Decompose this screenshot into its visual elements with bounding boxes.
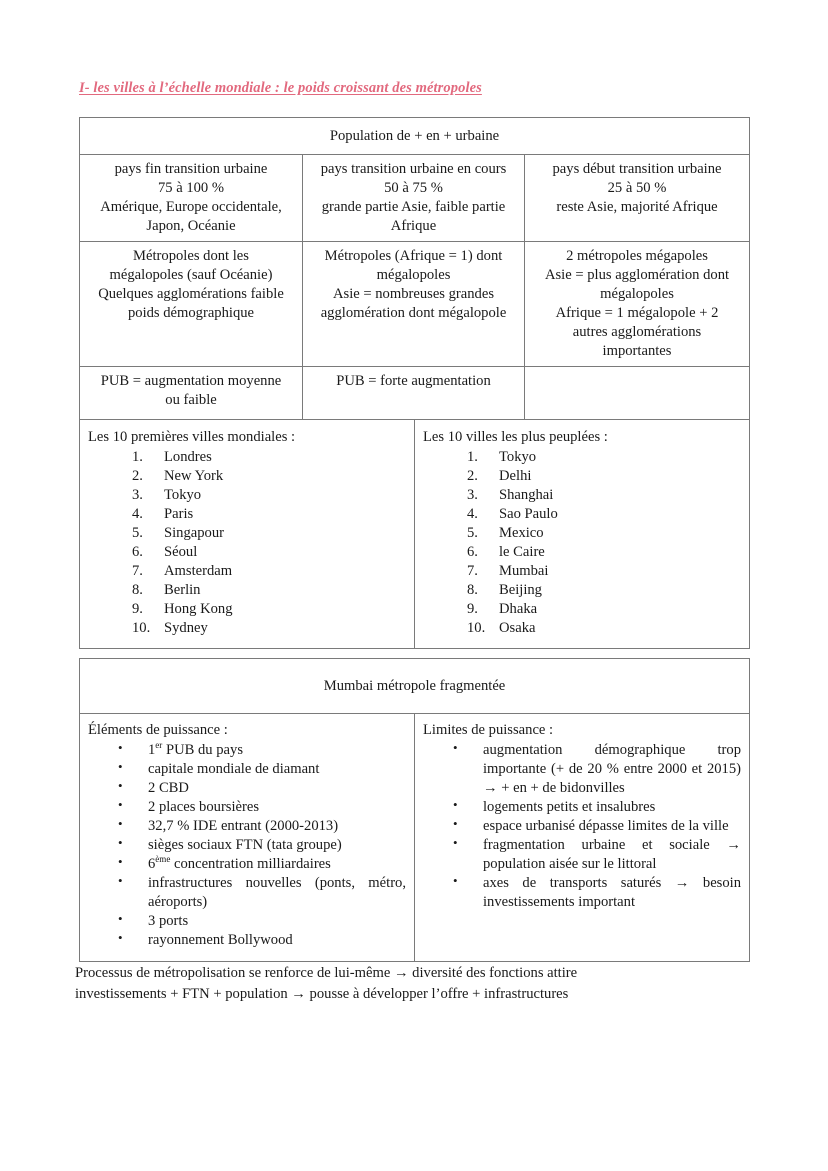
table-mumbai [79,658,750,962]
cell-elements-puissance [80,714,415,962]
table-row [80,420,750,649]
city-list-peuplees [423,448,741,638]
cell-transition-debut [525,155,750,242]
cell-line: Métropoles dont les [133,247,249,264]
list-item: New York [164,468,224,484]
cell-line: Asie = plus agglomération dont [544,266,730,283]
list-heading: Limites de puissance : [423,722,554,738]
page-title: I- les villes à l’échelle mondiale : le poids croissant des métropoles [79,80,482,96]
closing-line-1: Processus de métropolisation se renforce de lui-même → diversité des fonctions attire [75,965,578,981]
list-item: Tokyo [164,487,202,504]
list-item [118,741,406,760]
list-item: • fragmentation urbaine et sociale → population aisée sur le littoral [453,836,741,874]
list-item: Tokyo [499,448,537,465]
item-text: rayonnement Bollywood [148,931,293,948]
cell-line: mégalopoles [600,285,674,302]
item-text: infrastructures nouvelles (ponts, métro, aéroports) [148,874,406,910]
closing-line-2: investissements + FTN + population → pousse à développer l’offre + infrastructures [75,985,569,1002]
bullet-list-elements [88,741,406,950]
list-item: Hong Kong [164,601,233,618]
item-text: 3 ports [148,912,189,929]
cell-line: PUB = augmentation moyenne [100,372,282,389]
list-heading: Les 10 premières villes mondiales : [88,429,296,445]
item-text: capitale mondiale de diamant [148,760,320,777]
cell-pub-empty [525,366,750,419]
list-item: Amsterdam [164,563,233,580]
table-population-header: Population de + en + urbaine [80,118,750,155]
list-item: Dhaka [499,601,538,618]
cell-pub-forte [303,366,525,419]
cell-line: importantes [602,342,672,359]
list-item: Sao Paulo [499,506,558,523]
header-line-city: Mumbai [323,677,374,694]
cell-line: 2 métropoles mégapoles [566,247,708,264]
cell-line: grande partie Asie, faible partie [321,198,506,215]
cell-line: pays début transition urbaine [552,161,722,177]
cell-transition-cours [303,155,525,242]
cell-line: 75 à 100 % [157,179,225,196]
list-item: Osaka [499,620,536,637]
cell-line: Afrique [390,217,437,234]
cell-line: reste Asie, majorité Afrique [556,198,718,215]
cell-line: pays transition urbaine en cours [320,161,507,177]
cell-line: Amérique, Europe occidentale, [100,198,282,215]
list-item [118,798,406,817]
cell-line: Afrique = 1 mégalopole + 2 [555,304,719,321]
item-prefix: 6 [148,855,156,872]
list-heading: Les 10 villes les plus peuplées : [423,429,608,445]
list-item: Delhi [499,468,532,484]
cell-line: mégalopoles (sauf Océanie) [109,266,273,283]
list-heading: Éléments de puissance : [88,722,228,738]
cell-line: Asie = nombreuses grandes [332,285,495,302]
list-item [118,817,406,836]
list-item: Sydney [164,620,208,637]
table-row [80,366,750,419]
cell-line: ou faible [165,391,217,408]
item-text: 2 places boursières [148,798,260,815]
list-item: Séoul [164,544,198,561]
item-text: concentration milliardaires [170,855,331,872]
bullet-list-limites [423,741,741,912]
list-item: Shanghai [499,487,554,504]
city-list-mondiales [88,448,406,638]
cell-villes-peuplees [415,420,750,649]
cell-line: Japon, Océanie [146,217,236,234]
list-item: Mexico [499,525,544,542]
cell-transition-fin [80,155,303,242]
item-superscript: ème [155,853,171,864]
cell-line: mégalopoles [376,266,451,283]
item-text: sièges sociaux FTN (tata groupe) [148,836,342,853]
table-row [80,118,750,155]
table-row [80,155,750,242]
list-item: le Caire [499,544,545,561]
list-item: • augmentation démographique trop importante (+ de 20 % entre 2000 et 2015) → + en + de bidonvilles [453,741,741,798]
list-item: Beijing [499,582,542,599]
list-item [118,779,406,798]
list-item: • axes de transports saturés → besoin investissements important [453,874,741,912]
cell-line: 25 à 50 % [607,179,667,196]
list-item [118,760,406,779]
cell-villes-mondiales [80,420,415,649]
cell-line: Métropoles (Afrique = 1) dont [324,247,503,264]
cell-limites-puissance [415,714,750,962]
table-mumbai-header [80,659,750,714]
list-item: Paris [164,506,194,523]
table-population-urbaine [79,117,750,420]
cell-metropoles-debut [525,241,750,366]
cell-line: pays fin transition urbaine [114,161,268,177]
list-item [118,931,406,950]
item-superscript: er [155,740,163,751]
list-item: Singapour [164,525,224,542]
list-item: Berlin [164,582,201,599]
table-city-rankings [79,419,750,649]
cell-line: autres agglomérations [572,323,702,340]
list-item [118,912,406,931]
closing-paragraph [75,963,750,1004]
cell-line: 50 à 75 % [384,179,443,196]
cell-line: agglomération dont mégalopole [320,304,507,321]
item-prefix: 1 [148,741,156,758]
cell-metropoles-fin [80,241,303,366]
list-item [118,855,406,874]
list-item: • logements petits et insalubres [453,798,741,817]
table-row [80,659,750,714]
table-row [80,714,750,962]
cell-line: Quelques agglomérations faible [98,285,284,302]
list-item: Londres [164,448,212,465]
item-text: PUB du pays [162,741,244,758]
list-item [118,836,406,855]
item-text: 2 CBD [148,779,189,796]
list-item: Mumbai [499,563,549,580]
cell-line: poids démographique [127,304,255,321]
cell-pub-moyenne [80,366,303,419]
cell-metropoles-cours [303,241,525,366]
item-text: 32,7 % IDE entrant (2000-2013) [148,817,339,834]
list-item [118,874,406,912]
header-line-subtitle: métropole fragmentée [376,677,506,694]
table-row [80,241,750,366]
cell-line: PUB = forte augmentation [336,372,491,389]
list-item: • espace urbanisé dépasse limites de la ville [453,817,741,836]
